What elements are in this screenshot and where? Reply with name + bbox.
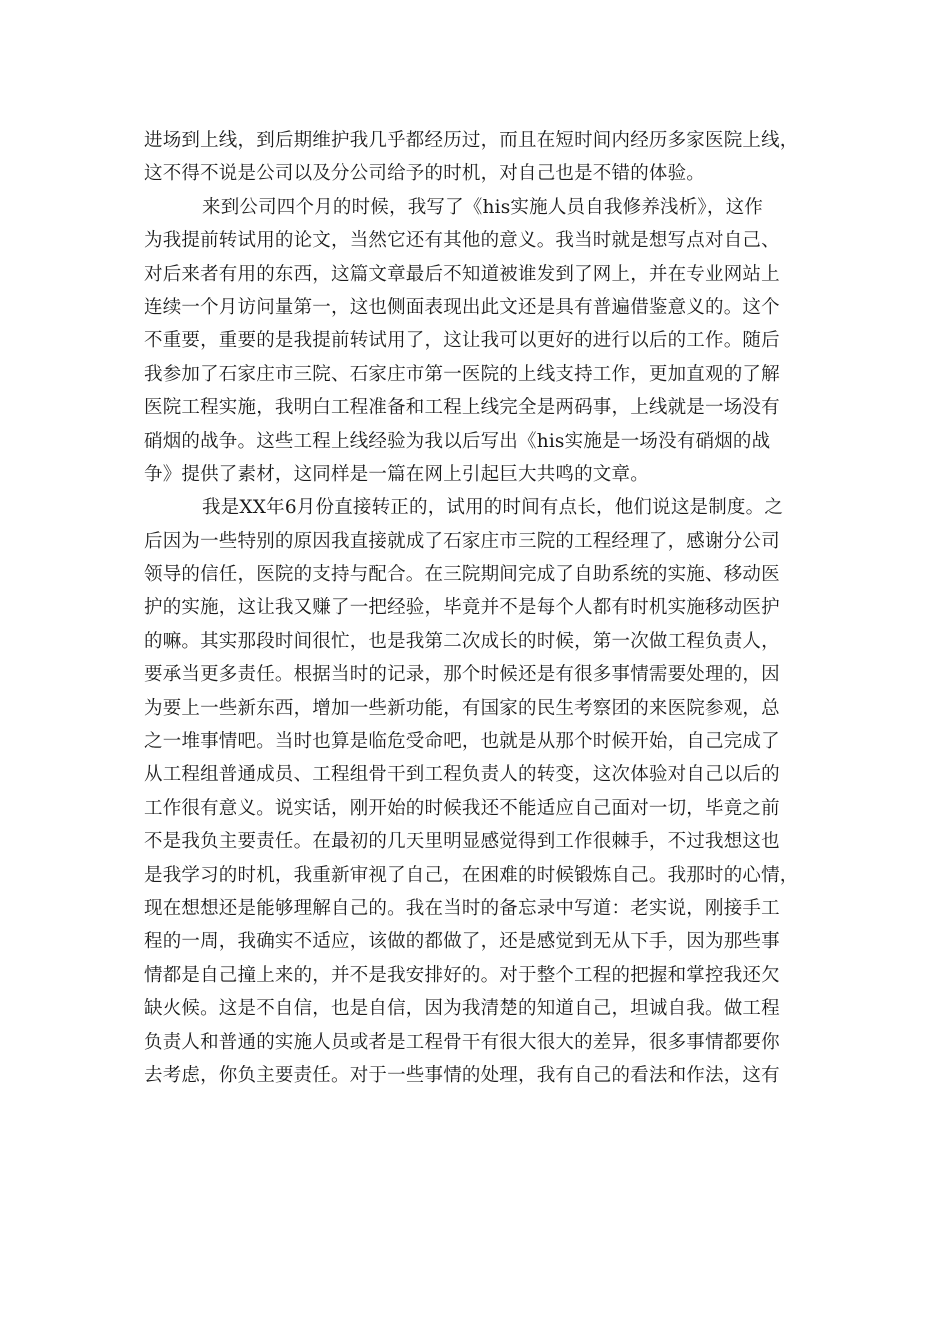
text-line: 硝烟的战争。这些工程上线经验为我以后写出《his实施是一场没有硝烟的战 [144,430,771,452]
text-line: 现在想想还是能够理解自己的。我在当时的备忘录中写道：老实说，刚接手工 [144,897,780,919]
text-line: 为我提前转试用的论文，当然它还有其他的意义。我当时就是想写点对自己、 [144,230,780,252]
text-line: 为要上一些新东西，增加一些新功能，有国家的民生考察团的来医院参观，总 [144,697,780,719]
text-line: 程的一周，我确实不适应，该做的都做了，还是感觉到无从下手，因为那些事 [144,931,780,953]
text-line: 的嘛。其实那段时间很忙，也是我第二次成长的时候，第一次做工程负责人， [144,630,780,652]
text-line: 是我学习的时机，我重新审视了自己，在困难的时候锻炼自己。我那时的心情， [144,864,799,886]
text-line: 我是XX年6月份直接转正的，试用的时间有点长，他们说这是制度。之 [202,497,784,519]
text-line: 护的实施，这让我又赚了一把经验，毕竟并不是每个人都有时机实施移动医护 [144,597,780,619]
text-line: 我参加了石家庄市三院、石家庄市第一医院的上线支持工作，更加直观的了解 [144,363,780,385]
text-line: 去考虑，你负主要责任。对于一些事情的处理，我有自己的看法和作法，这有 [144,1064,780,1086]
text-line: 这不得不说是公司以及分公司给予的时机，对自己也是不错的体验。 [144,163,706,185]
text-line: 连续一个月访问量第一，这也侧面表现出此文还是具有普遍借鉴意义的。这个 [144,296,780,318]
text-line: 负责人和普通的实施人员或者是工程骨干有很大很大的差异，很多事情都要你 [144,1031,780,1053]
text-line: 不重要，重要的是我提前转试用了，这让我可以更好的进行以后的工作。随后 [144,330,780,352]
text-line: 从工程组普通成员、工程组骨干到工程负责人的转变，这次体验对自己以后的 [144,764,780,786]
text-line: 情都是自己撞上来的，并不是我安排好的。对于整个工程的把握和掌控我还欠 [144,964,780,986]
text-line: 医院工程实施，我明白工程准备和工程上线完全是两码事，上线就是一场没有 [144,397,780,419]
text-line: 要承当更多责任。根据当时的记录，那个时候还是有很多事情需要处理的，因 [144,664,780,686]
text-line: 后因为一些特别的原因我直接就成了石家庄市三院的工程经理了，感谢分公司 [144,530,780,552]
text-line: 不是我负主要责任。在最初的几天里明显感觉得到工作很棘手，不过我想这也 [144,831,780,853]
document-body [144,124,814,1092]
text-line: 之一堆事情吧。当时也算是临危受命吧，也就是从那个时候开始，自己完成了 [144,731,780,753]
text-line: 来到公司四个月的时候，我写了《his实施人员自我修养浅析》，这作 [202,196,763,218]
text-line: 工作很有意义。说实话，刚开始的时候我还不能适应自己面对一切，毕竟之前 [144,797,780,819]
text-line: 争》提供了素材，这同样是一篇在网上引起巨大共鸣的文章。 [144,463,649,485]
text-line: 进场到上线，到后期维护我几乎都经历过，而且在短时间内经历多家医院上线， [144,130,799,151]
text-line: 缺火候。这是不自信，也是自信，因为我清楚的知道自己，坦诚自我。做工程 [144,998,780,1020]
text-line: 领导的信任，医院的支持与配合。在三院期间完成了自助系统的实施、移动医 [144,564,780,586]
text-line: 对后来者有用的东西，这篇文章最后不知道被谁发到了网上，并在专业网站上 [144,263,780,285]
